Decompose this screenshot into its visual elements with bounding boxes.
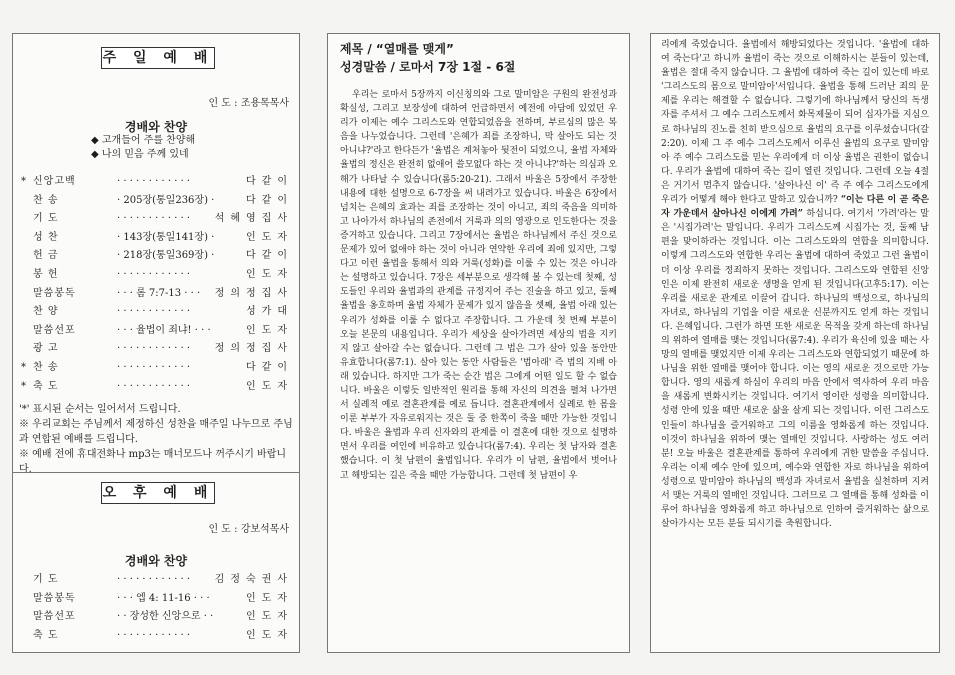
- order-mark: *: [21, 176, 26, 187]
- praise-song: ◆ 고개들어 주를 찬양해: [91, 135, 196, 146]
- order-label: 찬 송: [33, 194, 59, 206]
- sermon-panel: [327, 33, 630, 653]
- order-leader: 김정숙권사: [214, 574, 293, 585]
- order-label: 말씀선포: [33, 611, 76, 622]
- order-row: [21, 193, 293, 209]
- section-divider: [13, 472, 299, 473]
- worship-order-panel: [12, 33, 300, 653]
- standing-note: '*' 표시된 순서는 일어서서 드립니다.: [19, 404, 181, 415]
- sermon-body: 우리는 로마서 5장까지 이신칭의와 그로 말미암은 구원의 완전성과 확실성, 그리고 보장성에 대하여 언급하면서 예전에 아담에 있었던 우리가 이제는 예수 그리스도와 연합되었음을 전하며, 부르심의 많은 복음을 나누었습니다. 그런데 '은혜가 죄를 조장하니, 막 살아도 되는 것 아니냐?'라고 한다든가 '율법은 계처놓아 뒷전이 되었으니, 율법 자체와 율법의 정신은 완전히 없애어 쓸모없다 하는 것 아니냐?'하는 의심과 오해가 나타날 수 있습니다(롬5:20-21). 그래서 바울은 5장에서 주장한 내용에 대한 설명으로 6-7장을 써 내려가고 있습니다. 바울은 6장에서 넘치는 은혜의 효과는 죄를 조장하는 것이 아니고, 죄의 죽음을 의미하고 나아가서 하나님의 존전에서 거룩과 의의 영광으로 인도한다는 것을 증거하고 있습니다. 그리고 7장에서는 율법은 하나님께서 주신 것으로 문제가 있어 없애야 하는 것이 아니라 연약한 우리에 죄에 있지만, 그렇다고 이런 율법을 통해서 의와 거룩(성화)를 이룰 수 있는 것은 아니라는 설명하고 있습니다. 7장은 세부분으로 생각해 볼 수 있는데 첫째, 성도들인 우리와 율법과의 관계를 규정지어 주는 진술을 하고 있고, 둘째 율법을 옹호하며 율법 자체가 문제가 있지 않음을 셋째, 율법 아래 있는 우리가 성화를 이룰 수 없다고 주장합니다. 그 가운데 첫 번째 부분이 오늘 본문의 내용입니다. 우리가 세상을 살아가려면 세상의 법을 지키지 않고 살아갈 수는 없습니다. 그런데 그 법은 그가 살아 있을 동안만 유효합니다(롬7:1). 살아 있는 동안 사람들은 '법아래' 즉 법의 지배 아래 있습니다. 하지만 그가 죽는 순간 법은 그에게 어떤 일도 할 수 없습니다. 바울은 이렇듯 일반적인 원리를 통해 자신의 의견을 펼쳐 나가면서 실례적 예로 결혼관계를 예로 듭니다. 결혼관계에서 실례로 한 몸을 이룬 부부가 자유로워지는 것은 둘 중 한쪽이 죽을 때만 가능한 것입니다. 바울은 율법과 우리 신자와의 관계를 이 결혼에 대한 것으로 설명하면서 우리를 여인에 비유하고 있습니다(롬7:4). 우리는 첫 남자와 결혼했습니다. 이 첫 남편이 율법입니다. 우리가 이 남편, 율법에서 벗어나고 해방되는 길은 죽을 때만 가능합니다. 그런데 첫 남편이 우: [340, 90, 617, 481]
- order-detail: · · · 롬 7:7-13 · · ·: [117, 287, 201, 299]
- afternoon-service-title: 오 후 예 배: [101, 482, 215, 504]
- order-leader: 석혜영집사: [214, 213, 293, 225]
- order-label: 말씀선포: [33, 324, 76, 336]
- order-label: 광 고: [33, 343, 59, 355]
- order-detail: · · · · · · · · · · · ·: [117, 380, 191, 392]
- sermon-scripture: 성경말씀 / 로마서 7장 1절 - 6절: [340, 60, 516, 74]
- order-leader: 다같이: [246, 176, 293, 187]
- order-label: 말씀봉독: [33, 592, 76, 604]
- order-label: 말씀봉독: [33, 287, 76, 299]
- order-row: [21, 230, 293, 246]
- order-row: [21, 174, 293, 190]
- key-verse-quote: “이는 다른 이 곧 죽은 자 가운데서 살아나신 이에게 가려”: [661, 195, 930, 220]
- morning-service-title: 주 일 예 배: [101, 47, 215, 69]
- order-leader: 인도자: [246, 269, 293, 280]
- order-detail: · · · · · · · · · · · ·: [117, 176, 191, 187]
- order-detail: · · 장성한 신앙으로 · ·: [117, 611, 214, 622]
- order-leader: 인도자: [246, 611, 293, 622]
- morning-officiant: 인 도 : 조용목목사: [208, 98, 289, 109]
- order-label: 헌 금: [33, 250, 59, 262]
- order-row: [21, 248, 293, 264]
- order-label: 찬 양: [33, 306, 59, 318]
- order-leader: 인도자: [246, 324, 293, 336]
- phone-note: ※ 예배 전에 휴대전화나 mp3는 매너모드나 꺼주시기 바랍니다.: [19, 449, 287, 475]
- order-detail: · · · · · · · · · · · ·: [117, 306, 191, 318]
- order-label: 찬 송: [33, 362, 59, 373]
- order-row: [21, 379, 293, 395]
- order-leader: 성가대: [246, 306, 293, 318]
- order-leader: 다같이: [246, 194, 293, 206]
- order-detail: · 143장(통일141장) ·: [117, 231, 215, 243]
- continuation-text: 하십니다. 여기서 '가려'라는 말은 '시집가려'는 말입니다. 우리가 그리스도께 시집가는 것, 둘째 남편을 맞이하라는 것입니다. 이는 그리스도와의 연합을 의미합니다. 이렇게 그리스도와 연합한 우리는 율법에 대하여 죽었고 그런 율법이 더 이상 우리를 정죄하지 못하는 것입니다. 그리스도와 연합된 신앙인은 이제 완전히 새로운 생명을 얻게 된 것입니다(고후5:17). 이는 우리를 새로운 관계로 이끌어 갑니다. 하나님의 백성으로, 하나님의 자녀로, 하나님의 기업을 이끌 새로운 신분까지도 얻게 하는 것입니다. 은혜입니다. 그런가 하면 또한 새로운 목적을 갖게 하는데 하나님의 위하여 열매를 맺는 것입니다(롬7:4). 우리가 육신에 있을 때는 사망의 열매를 맺었지만 이제 우리는 그리스도와 연합되었기 때문에 하나님을 위한 열매를 맺어야 합니다. 이는 영의 새로운 것으로만 가능합니다. 영의 새롭게 하심이 우리의 마음 안에서 역사하여 우리 마음을 새롭게 변화시키는 것입니다. 여기서 영이란 성령을 의미합니다. 성령 안에 있을 때만 새로운 삶을 살게 되는 것입니다. 이런 그리스도인들이 하나님을 즐거워하고 그의 이름을 영화롭게 하는 것입니다. 이것이 하나님을 위하여 맺는 열매인 것입니다. 사랑하는 성도 여러분! 오늘 바울은 결혼관계를 통하여 우리에게 귀한 말씀을 주십니다. 우리는 이제 예수 안에 있으며, 예수와 연합한 자로 하나님을 위하여 성령으로 말미암아 하나님의 백성과 자녀로서 율법을 실천하며 지켜서 맺는 거룩의 열매인 것입니다. 그러므로 그 열매를 통해 성화를 이루어 하나님을 영화롭게 하고 하나님으로 인하여 즐거워하는 삶으로 살아가시는 모든 분들 되시기를 축원합니다.: [661, 209, 929, 530]
- order-row: [21, 572, 293, 588]
- order-label: 기 도: [33, 574, 59, 585]
- order-row: [21, 267, 293, 283]
- afternoon-officiant: 인 도 : 강보석목사: [208, 524, 289, 535]
- order-row: [21, 304, 293, 320]
- order-row: [21, 323, 293, 339]
- order-leader: 인도자: [246, 592, 293, 604]
- order-row: [21, 609, 293, 625]
- order-row: [21, 591, 293, 607]
- order-row: [21, 360, 293, 376]
- order-detail: · · · · · · · · · · · ·: [117, 269, 191, 280]
- order-label: 신앙고백: [33, 176, 76, 187]
- order-detail: · · · · · · · · · · · ·: [117, 629, 191, 641]
- order-leader: 인도자: [246, 629, 293, 641]
- order-row: [21, 341, 293, 357]
- order-leader: 인도자: [246, 380, 293, 392]
- sermon-continuation-body: [661, 38, 929, 531]
- order-detail: · 218장(통일369장) ·: [117, 250, 215, 262]
- order-leader: 정의정집사: [214, 343, 293, 355]
- order-label: 봉 헌: [33, 269, 59, 280]
- continuation-text: 리에게 죽었습니다. 율법에서 해방되었다는 것입니다. '율법에 대하여 죽는다'고 하니까 율법이 죽는 것으로 이해하시는 분들이 있는데, 율법은 절대 죽지 않습니다. 그 율법에 대하여 죽는 길이 있는데 바로 '그리스도의 몸으로 말미암아'서입니다. 율법을 통해 드러난 죄의 문제를 우리는 해결할 수 없습니다. 그렇기에 하나님께서 당신의 독생자를 주셔서 그 예수 그리스도께서 화목제물이 되어 십자가를 지심으로 하나님의 진노를 친히 받으심으로 율법의 요구를 이루셨습니다(갈2:20). 이제 그 주 예수 그리스도께서 이루신 율법의 요구로 말미암아 주 예수 그리스도를 믿는 우리에게 더 이상 율법은 권한이 없습니다. 우리가 율법에 대하여 죽는 길이 열린 것입니다. 그런데 오늘 4절은 거기서 멈추지 않습니다. '살아나신 이' 즉 주 예수 그리스도에게 우리가 어떻게 해야 한다고 말하고 있습니까?: [661, 40, 929, 206]
- order-label: 성 찬: [33, 231, 59, 243]
- order-row: [21, 628, 293, 644]
- order-mark: *: [21, 380, 26, 392]
- order-detail: · · · · · · · · · · · ·: [117, 213, 191, 225]
- sermon-continuation-panel: [650, 33, 940, 653]
- order-label: 축 도: [33, 629, 59, 641]
- morning-praise-subtitle: 경배와 찬양: [124, 120, 188, 134]
- order-detail: · · · · · · · · · · · ·: [117, 574, 191, 585]
- order-detail: · · · · · · · · · · · ·: [117, 362, 191, 373]
- order-detail: · · · 엡 4: 11-16 · · ·: [117, 592, 210, 604]
- order-label: 기 도: [33, 213, 59, 225]
- order-leader: 다같이: [246, 250, 293, 262]
- order-mark: *: [21, 362, 26, 373]
- afternoon-praise-subtitle: 경배와 찬양: [124, 554, 188, 568]
- order-label: 축 도: [33, 380, 59, 392]
- communion-note: ※ 우리교회는 주님께서 제정하신 성찬을 매주일 나누므로 주님과 연합된 예배를 드립니다.: [19, 419, 293, 445]
- order-row: [21, 286, 293, 302]
- sermon-title: 제목 / “열매를 맺게”: [340, 42, 454, 56]
- order-detail: · 205장(통일236장) ·: [117, 194, 215, 206]
- order-detail: · · · 율법이 죄냐! · · ·: [117, 324, 211, 336]
- praise-song: ◆ 나의 믿음 주께 있네: [91, 149, 189, 160]
- order-leader: 인도자: [246, 231, 293, 243]
- order-leader: 정의정집사: [214, 287, 293, 299]
- order-leader: 다같이: [246, 362, 293, 373]
- order-detail: · · · · · · · · · · · ·: [117, 343, 191, 355]
- order-row: [21, 211, 293, 227]
